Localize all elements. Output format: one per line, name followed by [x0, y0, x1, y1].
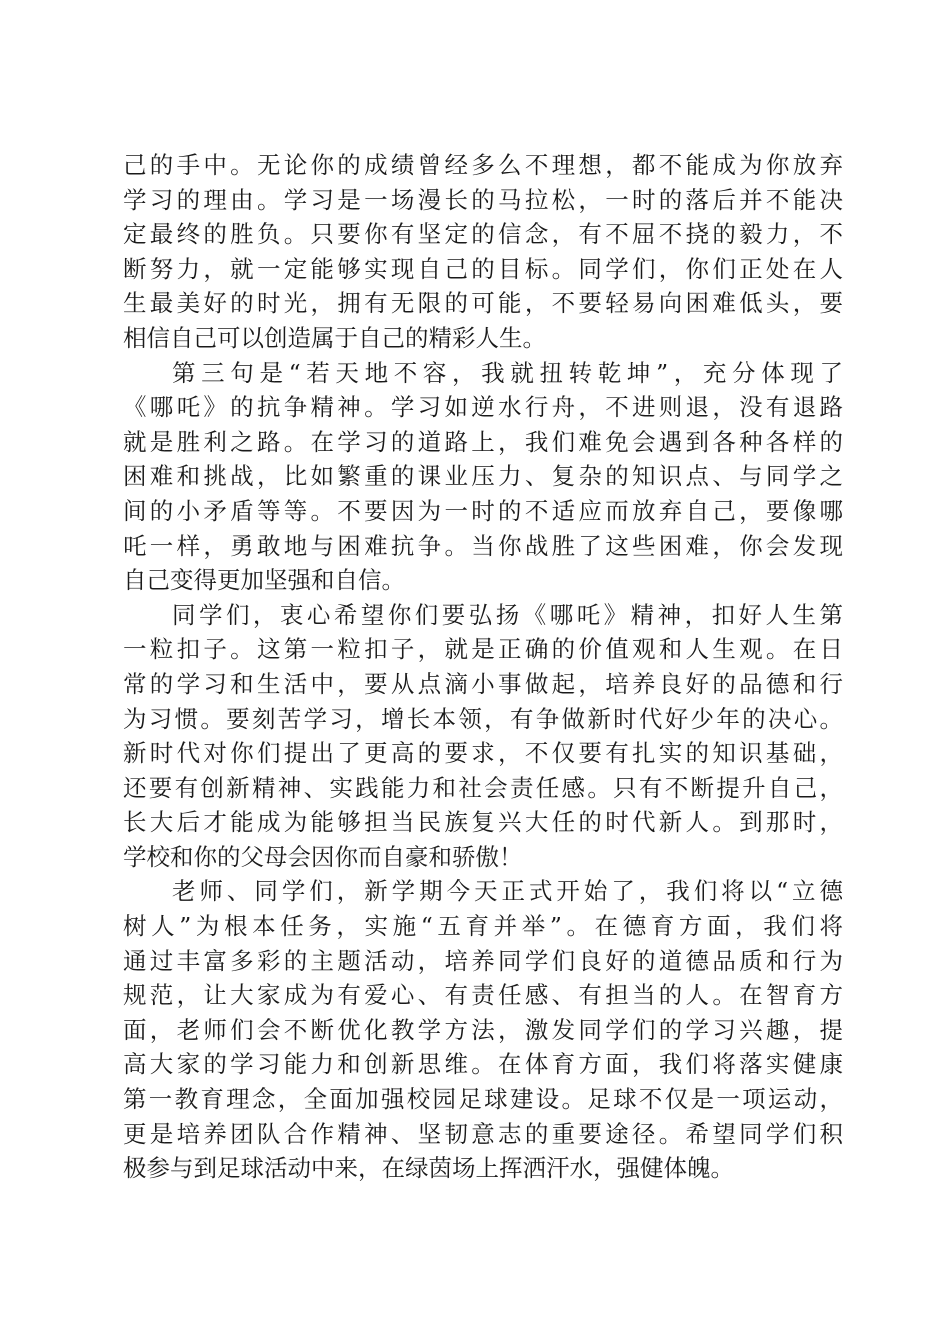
text-line: 高大家的学习能力和创新思维。在体育方面，我们将落实健康 [123, 1050, 843, 1079]
text-line: 新时代对你们提出了更高的要求，不仅要有扎实的知识基础， [123, 739, 843, 768]
text-line: 第三句是“若天地不容，我就扭转乾坤”，充分体现了 [172, 358, 843, 387]
text-line: 学校和你的父母会因你而自豪和骄傲！ [123, 842, 523, 871]
text-line: 相信自己可以创造属于自己的精彩人生。 [123, 323, 546, 352]
text-line: 学习的理由。学习是一场漫长的马拉松，一时的落后并不能决 [123, 185, 843, 214]
text-line: 还要有创新精神、实践能力和社会责任感。只有不断提升自己， [123, 773, 843, 802]
text-line: 间的小矛盾等等。不要因为一时的不适应而放弃自己，要像哪 [123, 496, 843, 525]
text-line: 困难和挑战，比如繁重的课业压力、复杂的知识点、与同学之 [123, 462, 843, 491]
text-line: 一粒扣子。这第一粒扣子，就是正确的价值观和人生观。在日 [123, 635, 843, 664]
text-line: 树人”为根本任务，实施“五育并举”。在德育方面，我们将 [123, 912, 843, 941]
text-line: 同学们，衷心希望你们要弘扬《哪吒》精神，扣好人生第 [172, 600, 843, 629]
text-line: 第一教育理念，全面加强校园足球建设。足球不仅是一项运动， [123, 1085, 843, 1114]
text-line: 通过丰富多彩的主题活动，培养同学们良好的道德品质和行为 [123, 946, 843, 975]
text-line: 就是胜利之路。在学习的道路上，我们难免会遇到各种各样的 [123, 427, 843, 456]
text-line: 生最美好的时光，拥有无限的可能，不要轻易向困难低头，要 [123, 289, 843, 318]
body-text [123, 148, 843, 1186]
text-line: 断努力，就一定能够实现自己的目标。同学们，你们正处在人 [123, 254, 843, 283]
text-line: 长大后才能成为能够担当民族复兴大任的时代新人。到那时， [123, 808, 843, 837]
text-line: 为习惯。要刻苦学习，增长本领，有争做新时代好少年的决心。 [123, 704, 843, 733]
text-line: 更是培养团队合作精神、坚韧意志的重要途径。希望同学们积 [123, 1119, 843, 1148]
text-line: 规范，让大家成为有爱心、有责任感、有担当的人。在智育方 [123, 981, 843, 1010]
text-line: 极参与到足球活动中来，在绿茵场上挥洒汗水，强健体魄。 [123, 1154, 734, 1183]
text-line: 吒一样，勇敢地与困难抗争。当你战胜了这些困难，你会发现 [123, 531, 843, 560]
text-line: 自己变得更加坚强和自信。 [123, 566, 405, 595]
text-line: 老师、同学们，新学期今天正式开始了，我们将以“立德 [172, 877, 843, 906]
text-line: 《哪吒》的抗争精神。学习如逆水行舟，不进则退，没有退路 [123, 393, 843, 422]
text-line: 己的手中。无论你的成绩曾经多么不理想，都不能成为你放弃 [123, 151, 843, 179]
text-line: 定最终的胜负。只要你有坚定的信念，有不屈不挠的毅力，不 [123, 220, 843, 249]
text-line: 常的学习和生活中，要从点滴小事做起，培养良好的品德和行 [123, 669, 843, 698]
text-line: 面，老师们会不断优化教学方法，激发同学们的学习兴趣，提 [123, 1015, 843, 1044]
